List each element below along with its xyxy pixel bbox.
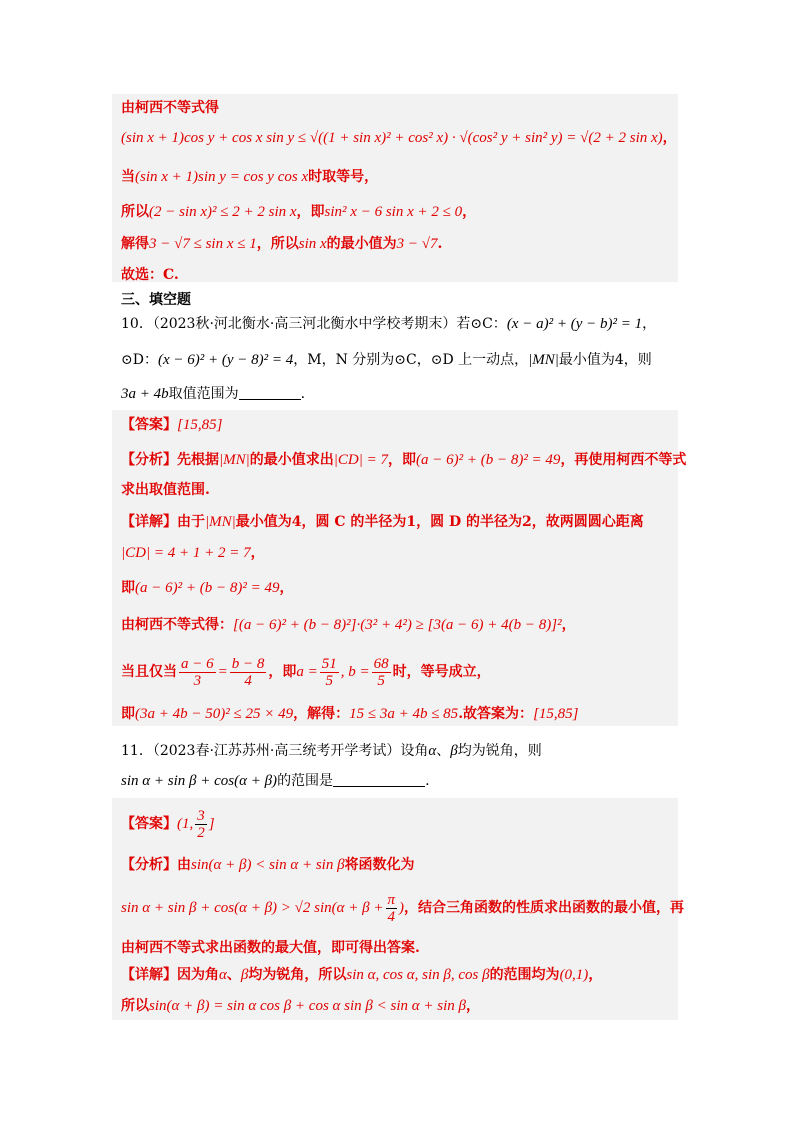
detail-10-line2: |CD| = 4 + 1 + 2 = 7， — [121, 545, 265, 561]
equality-condition-line: 当(sin x + 1)sin y = cos y cos x时取等号， — [121, 169, 379, 185]
answer-blank — [333, 772, 425, 787]
question-10-line3: 3a + 4b取值范围为 . — [121, 386, 306, 402]
question-10-line1: 10．（2023秋·河北衡水·高三河北衡水中学校考期末）若⊙C：(x − a)² + (y − b)² = 1， — [121, 316, 657, 332]
question-10-line2: ⊙D：(x − 6)² + (y − 8)² = 4，M，N 分别为⊙C，⊙D 上一动点，|MN|最小值为4，则 — [121, 352, 652, 368]
detail-10-line6: 即(3a + 4b − 50)² ≤ 25 × 49，解得：15 ≤ 3a + 4b ≤ 85.故答案为：[15,85] — [121, 706, 579, 722]
detail-10-line5: 当且仅当 $\frac{a - 6}{3}$ = $\frac{b - 8}{4}$ ，即a = $\frac{51}{5}$ , b = $\frac{68}{5}$ 时，等号成立， — [121, 655, 491, 689]
derivation-line: 所以(2 − sin x)² ≤ 2 + 2 sin x，即sin² x − 6 sin x + 2 ≤ 0， — [121, 204, 477, 220]
analysis-11-line2: sin α + sin β + cos(α + β) > √2 sin(α + β + $\frac{\pi}{4}$ )，结合三角函数的性质求出函数的最小值，再 — [121, 891, 685, 925]
solution-line: 解得3 − √7 ≤ sin x ≤ 1，所以sin x的最小值为3 − √7. — [121, 236, 443, 252]
detail-10-line4: 由柯西不等式得：[(a − 6)² + (b − 8)²]·(3² + 4²) ≥ [3(a − 6) + 4(b − 8)]²， — [121, 617, 576, 633]
answer-11: 【答案】(1, $\frac{3}{2}$ ] — [121, 807, 215, 841]
answer-10: 【答案】[15,85] — [121, 417, 223, 433]
answer-blank — [239, 385, 301, 400]
detail-10-line1: 【详解】由于|MN|最小值为4，圆 C 的半径为1，圆 D 的半径为2，故两圆圆心距离 — [121, 514, 644, 530]
section-title: 三、填空题 — [121, 292, 191, 308]
analysis-10-line2: 求出取值范围. — [121, 482, 210, 498]
detail-10-line3: 即(a − 6)² + (b − 8)² = 49， — [121, 580, 294, 596]
analysis-11-line1: 【分析】由sin(α + β) < sin α + sin β将函数化为 — [121, 857, 415, 873]
detail-11-line2: 所以sin(α + β) = sin α cos β + cos α sin β < sin α + sin β， — [121, 998, 480, 1014]
question-11-line2: sin α + sin β + cos(α + β)的范围是 . — [121, 773, 430, 789]
analysis-10-line1: 【分析】先根据|MN|的最小值求出|CD| = 7，即(a − 6)² + (b − 8)² = 49，再使用柯西不等式 — [121, 452, 687, 468]
cauchy-intro: 由柯西不等式得 — [121, 100, 219, 116]
cauchy-inequality-line: (sin x + 1)cos y + cos x sin y ≤ √((1 + sin x)² + cos² x) · √(cos² y + sin² y) = √(2 + 2 sin x)， — [121, 130, 677, 146]
analysis-11-line3: 由柯西不等式求出函数的最大值，即可得出答案. — [121, 940, 420, 956]
detail-11-line1: 【详解】因为角α、β均为锐角，所以sin α, cos α, sin β, cos β的范围均为(0,1)， — [121, 967, 603, 983]
question-11-line1: 11．（2023春·江苏苏州·高三统考开学考试）设角α、β均为锐角，则 — [121, 743, 542, 759]
choice-line: 故选：C. — [121, 267, 179, 283]
